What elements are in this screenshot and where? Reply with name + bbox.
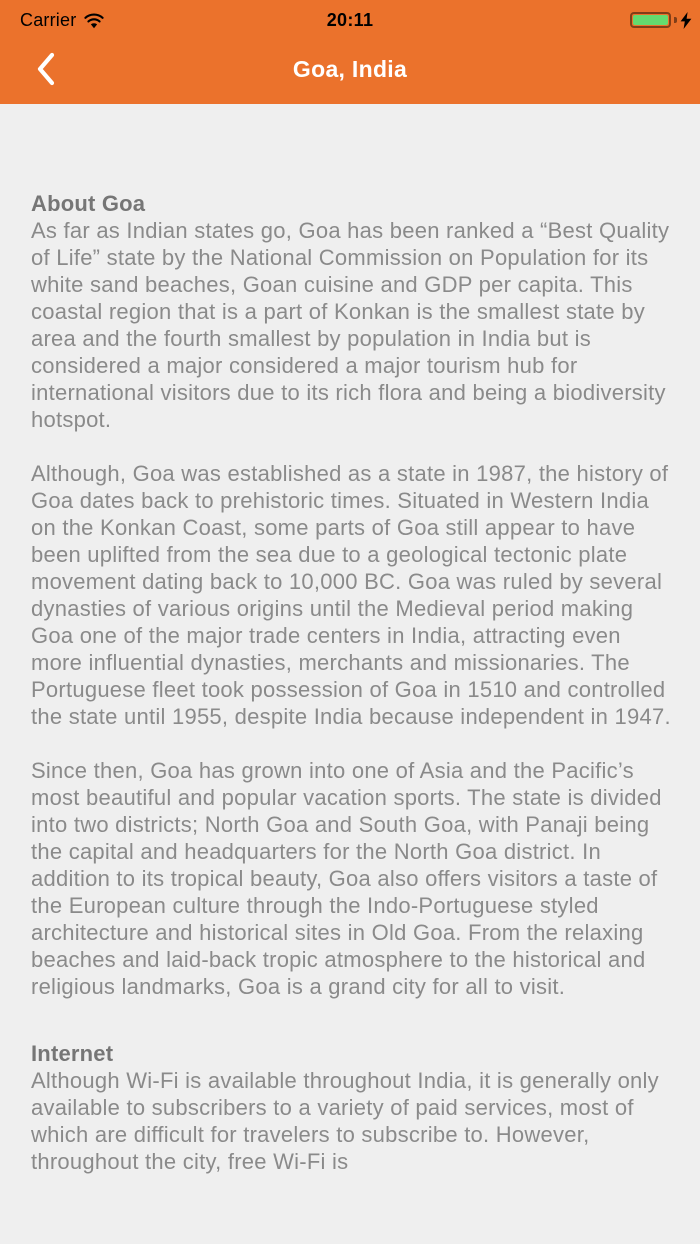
- battery-fill: [633, 15, 668, 25]
- paragraph: Although, Goa was established as a state in 1987, the history of Goa dates back to prehistoric times. Situated in Western India on the Konkan Coast, some parts of Goa still appear to have been uplifted from the sea due to a geological tectonic plate movement dating back to 10,000 BC. Goa was ruled by several dynasties of various origins until the Medieval period making Goa one of the major trade centers in India, attracting even more influential dynasties, merchants and missionaries. The Portuguese fleet took possession of Goa in 1510 and controlled the state until 1955, despite India because independent in 1947.: [31, 461, 671, 729]
- nav-bar: [0, 38, 700, 104]
- page-title: Goa, India: [292, 55, 408, 82]
- status-time: 20:11: [326, 9, 374, 30]
- carrier-label: Carrier: [20, 9, 77, 30]
- section-internet: [31, 1040, 671, 1175]
- status-left-group: [20, 8, 105, 31]
- paragraph: Since then, Goa has grown into one of Asia and the Pacific’s most beautiful and popular vacation sports. The state is divided into two districts; North Goa and South Goa, with Panaji being the capital and headquarters for the North Goa district. In addition to its tropical beauty, Goa also offers visitors a taste of the European culture through the Indo-Portuguese styled architecture and historical sites in Old Goa. From the relaxing beaches and laid-back tropic atmosphere to the historical and religious landmarks, Goa is a grand city for all to visit.: [31, 758, 662, 999]
- wifi-icon: [83, 10, 105, 29]
- status-right-group: [630, 10, 692, 29]
- top-bar: [0, 0, 700, 104]
- chevron-left-icon: [36, 52, 56, 89]
- battery-full-icon: [630, 12, 671, 28]
- back-button[interactable]: [24, 46, 68, 94]
- paragraph: Although Wi-Fi is available throughout India, it is generally only available to subscribers to a variety of paid services, most of which are difficult for travelers to subscribe to. However, throughout the city, free Wi-Fi is: [31, 1068, 659, 1174]
- content-scroll-area[interactable]: [0, 104, 700, 1244]
- status-bar: [0, 0, 700, 38]
- battery-nub: [674, 17, 677, 23]
- section-heading: About Goa: [31, 191, 146, 216]
- section-about-goa: [31, 190, 671, 1000]
- section-heading: Internet: [31, 1041, 114, 1066]
- paragraph: As far as Indian states go, Goa has been ranked a “Best Quality of Life” state by the National Commission on Population for its white sand beaches, Goan cuisine and GDP per capita. This coastal region that is a part of Konkan is the smallest state by area and the fourth smallest by population in India but is considered a major considered a major tourism hub for international visitors due to its rich flora and being a biodiversity hotspot.: [31, 218, 670, 432]
- charging-bolt-icon: [680, 12, 692, 29]
